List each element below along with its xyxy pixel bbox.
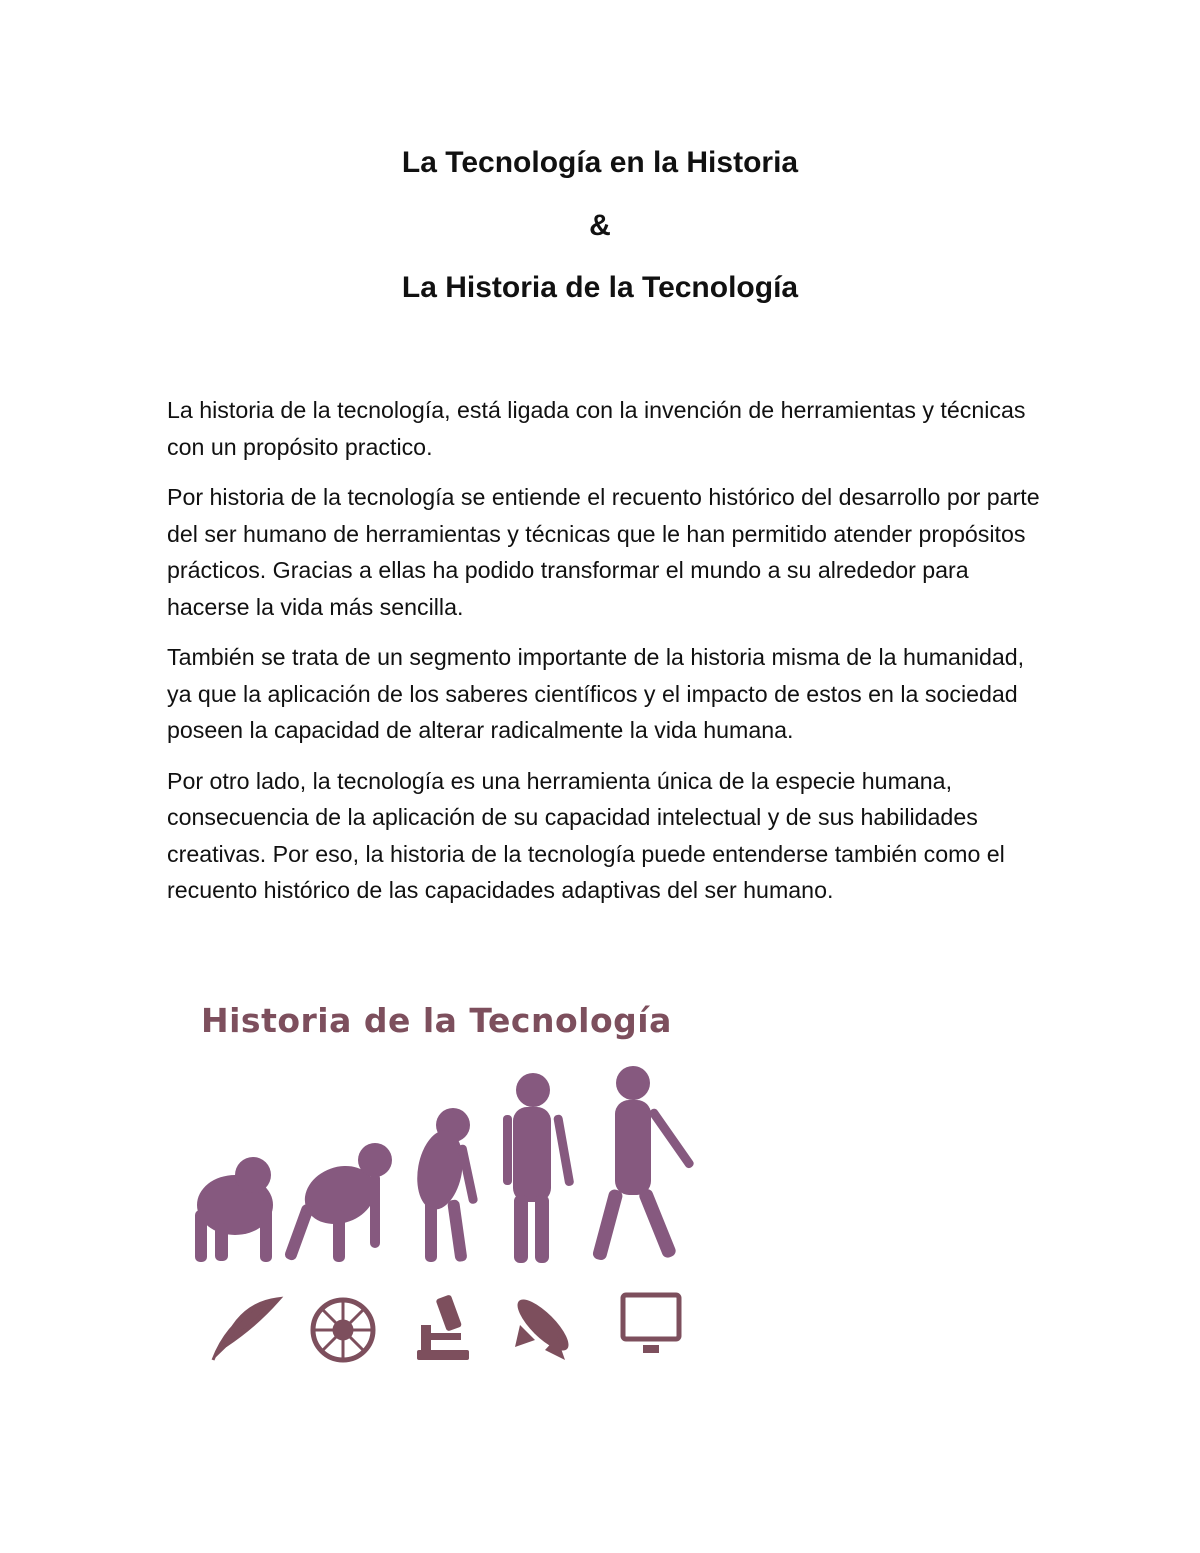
homo-erectus-silhouette [503, 1073, 574, 1263]
paragraph: La historia de la tecnología, está ligada con la invención de herramientas y técnicas con un propósito practico. [167, 397, 1026, 460]
paragraph: También se trata de un segmento importante de la historia misma de la humanidad, ya que la aplicación de los saberes científicos y el impacto de estos en la sociedad poseen la capacidad de alterar radicalmente la vida humana. [167, 644, 1025, 743]
monitor-icon [623, 1295, 679, 1353]
document-body [167, 392, 1047, 923]
evolution-graphic [185, 995, 715, 1375]
rocket-icon [510, 1292, 575, 1360]
figure-title: Historia de la Tecnología [201, 1001, 672, 1040]
feather-quill-icon [213, 1300, 277, 1360]
title-ampersand: & [589, 209, 611, 242]
paragraph: Por otro lado, la tecnología es una herramienta única de la especie humana, consecuencia de la aplicación de su capacidad intelectual y de sus habilidades creativas. Por eso, la historia de la tecnología puede entenderse también como el recuento histórico de las capacidades adaptivas del ser humano. [167, 767, 1005, 903]
microscope-icon [417, 1294, 469, 1360]
modern-human-silhouette [592, 1066, 696, 1261]
australopithecus-silhouette [411, 1108, 478, 1262]
document-title: La Tecnología en la Historia [401, 146, 799, 179]
ape-silhouette [195, 1157, 273, 1262]
document-subtitle: La Historia de la Tecnología [401, 271, 799, 304]
wheel-icon [313, 1300, 373, 1360]
evolution-illustration [185, 995, 715, 1375]
paragraph: Por historia de la tecnología se entiende el recuento histórico del desarrollo por parte del ser humano de herramientas y técnicas que le han permitido atender propósitos prácticos. Gracias a ellas ha podido transformar el mundo a su alrededor para hacerse la vida más sencilla. [167, 484, 1040, 620]
early-hominid-silhouette [284, 1143, 392, 1262]
